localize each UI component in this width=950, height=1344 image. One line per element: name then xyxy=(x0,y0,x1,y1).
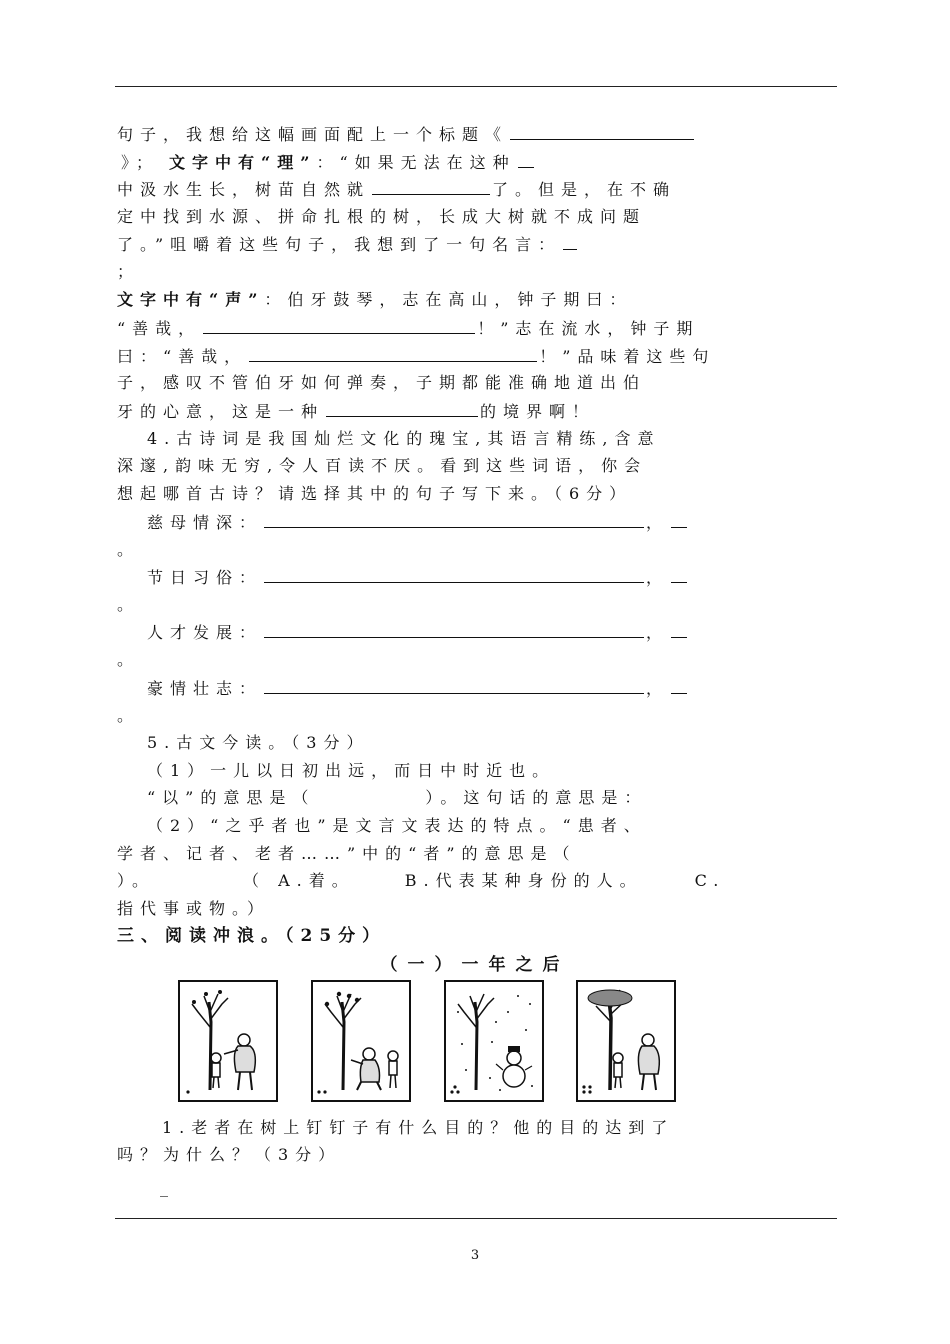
blank[interactable] xyxy=(671,565,687,583)
comic-illustration-4 xyxy=(578,982,674,1100)
text-line: 。 xyxy=(117,706,141,725)
text-line: 子，感叹不管伯牙如何弹奏，子期都能准确地道出伯 xyxy=(117,373,647,392)
text-line: “以”的意思是（ ）。这句话的意思是： xyxy=(147,788,648,807)
text-line: 。 xyxy=(117,595,141,614)
text-line: 定中找到水源、拼命扎根的树，长成大树就不成问题 xyxy=(117,207,647,226)
text-line: 曰：“善哉， ！”品味着这些句 xyxy=(117,344,825,369)
passage-title: （一）一年之后 xyxy=(380,955,570,975)
blank[interactable] xyxy=(264,565,644,583)
bold-heading: 文字中有“声” xyxy=(117,290,265,309)
poem-prompt-3: 人才发展： ， xyxy=(147,620,855,645)
poem-prompt-2: 节日习俗： ， xyxy=(147,565,855,590)
comic-illustration-2 xyxy=(313,982,409,1100)
question-4: 4.古诗词是我国灿烂文化的瑰宝,其语言精练,含意 xyxy=(147,429,661,448)
blank[interactable] xyxy=(326,399,478,417)
comic-panel-4 xyxy=(576,980,676,1102)
text-line: 深邃,韵味无穷,令人百读不厌。看到这些词语，你会 xyxy=(117,456,648,475)
header-rule xyxy=(115,86,837,87)
blank[interactable] xyxy=(671,510,687,528)
text-line: ）。 （ A.着。 B.代表某种身份的人。 C. xyxy=(117,871,726,890)
comic-illustration-1 xyxy=(180,982,276,1100)
blank[interactable] xyxy=(563,232,577,250)
text-line: 》； 文字中有“理”：“如果无法在这种 xyxy=(117,150,825,175)
text-line: 指代事或物。） xyxy=(117,899,271,918)
poem-prompt-4: 豪情壮志： ， xyxy=(147,676,855,701)
reading-question-1: 1.老者在树上钉钉子有什么目的？他的目的达到了 xyxy=(162,1118,675,1137)
text-line: （2）“之乎者也”是文言文表达的特点。“患者、 xyxy=(147,816,647,835)
text-line: ； xyxy=(117,262,141,281)
text-line: 吗？为什么？（3分） xyxy=(117,1145,342,1164)
text-line: 。 xyxy=(117,540,141,559)
question-5: 5.古文今读。（3分） xyxy=(147,733,370,752)
blank[interactable] xyxy=(671,620,687,638)
text-line: 。 xyxy=(117,650,141,669)
section-heading: 三、阅读冲浪。（25分） xyxy=(117,926,387,946)
text-line: 想起哪首古诗？请选择其中的句子写下来。（6分） xyxy=(117,484,633,503)
text-line: （1）一儿以日初出远，而日中时近也。 xyxy=(147,761,556,780)
answer-blank[interactable]: _ xyxy=(160,1178,175,1197)
text-line: 文字中有“声”：伯牙鼓琴，志在高山，钟子期曰： xyxy=(117,290,633,309)
bold-heading: 文字中有“理” xyxy=(169,153,317,172)
blank[interactable] xyxy=(518,150,534,168)
blank[interactable] xyxy=(510,122,694,140)
blank[interactable] xyxy=(264,510,644,528)
text-line: 中汲水生长，树苗自然就 了。但是，在不确 xyxy=(117,177,825,202)
comic-panel-1 xyxy=(178,980,278,1102)
blank[interactable] xyxy=(264,620,644,638)
comic-illustration-3 xyxy=(446,982,542,1100)
blank[interactable] xyxy=(203,316,475,334)
poem-prompt-1: 慈母情深： ， xyxy=(147,510,855,535)
text-line: 学者、记者、老者……”中的“者”的意思是（ xyxy=(117,844,577,863)
comic-panel-3 xyxy=(444,980,544,1102)
page-number: 3 xyxy=(470,1248,480,1263)
blank[interactable] xyxy=(249,344,537,362)
text-line: “善哉， ！”志在流水，钟子期 xyxy=(117,316,825,341)
blank[interactable] xyxy=(671,676,687,694)
blank[interactable] xyxy=(372,177,490,195)
footer-rule xyxy=(115,1218,837,1219)
blank[interactable] xyxy=(264,676,644,694)
text-line: 句子，我想给这幅画面配上一个标题《 xyxy=(117,122,825,147)
text-line: 牙的心意，这是一种 的境界啊！ xyxy=(117,399,825,424)
text-line: 了。”咀嚼着这些句子，我想到了一句名言： xyxy=(117,232,825,257)
comic-panel-2 xyxy=(311,980,411,1102)
